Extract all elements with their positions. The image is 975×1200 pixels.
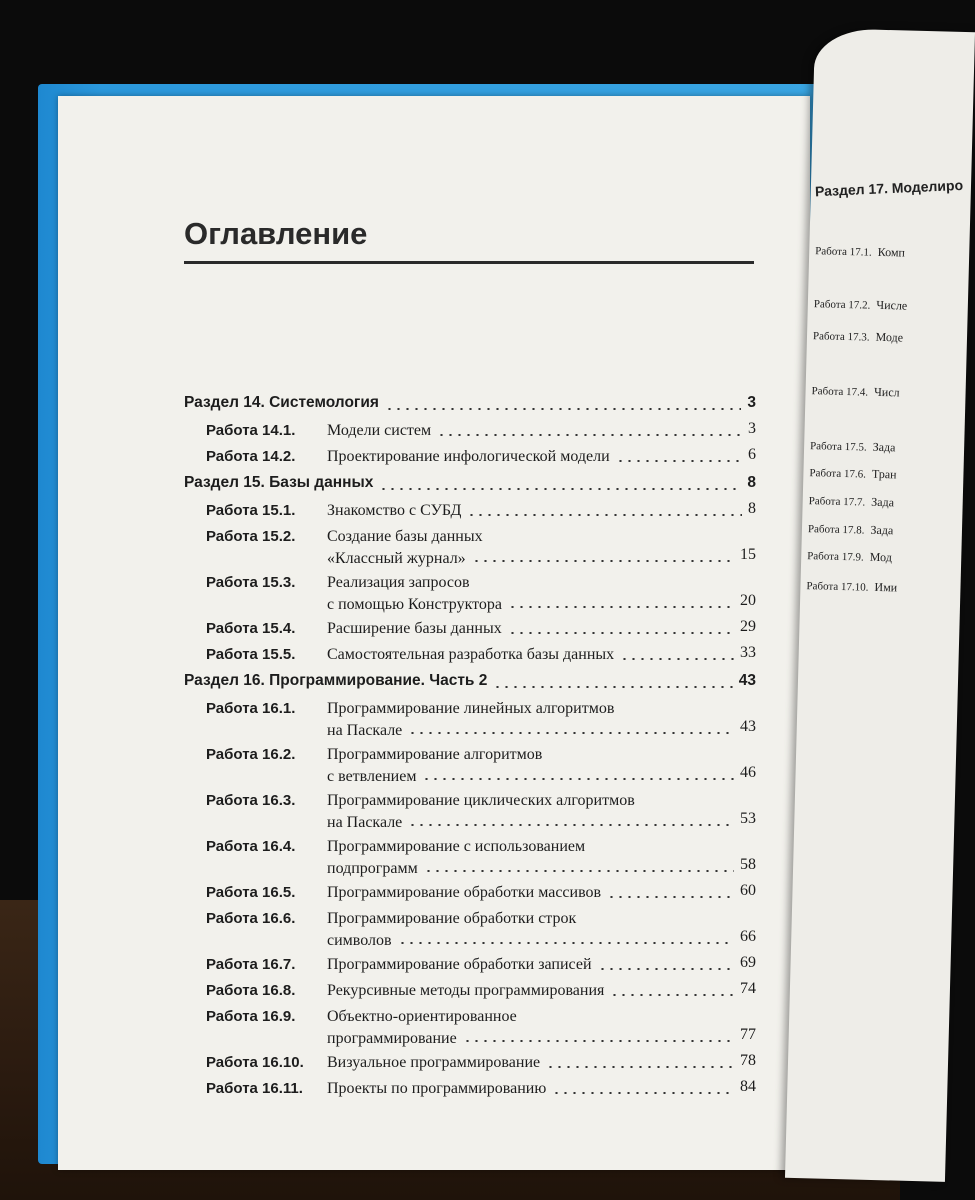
dot-leader (422, 778, 734, 780)
dot-leader (379, 488, 741, 490)
facing-page-entry-text: Моде (875, 329, 904, 345)
work-title-line: Проекты по программированию (327, 1080, 547, 1097)
dot-leader (437, 434, 742, 436)
toc-entry (184, 788, 756, 832)
work-title-line: Программирование циклических алгоритмов (327, 792, 635, 809)
page-number: 69 (740, 954, 756, 971)
facing-page-entry (809, 465, 897, 482)
facing-page-entry-label: Работа 17.3. (812, 330, 870, 344)
work-title (327, 1006, 727, 1050)
dot-leader (408, 824, 734, 826)
work-title (327, 618, 727, 640)
facing-page-entry-text: Комп (877, 244, 906, 260)
work-number: Работа 15.5. (206, 646, 296, 663)
page-number: 58 (740, 856, 756, 873)
page-number: 6 (748, 446, 756, 463)
page-number: 29 (740, 618, 756, 635)
facing-page-entry-label: Работа 17.1. (815, 245, 872, 259)
toc-section (184, 668, 756, 694)
work-title (327, 954, 727, 976)
page-number: 15 (740, 546, 756, 563)
section-title: Раздел 14. Системология (184, 394, 379, 411)
page-number: 60 (740, 882, 756, 899)
work-title-line: Модели систем (327, 422, 432, 439)
toc-list (184, 390, 756, 1102)
page-number: 20 (740, 592, 756, 609)
work-number: Работа 14.1. (206, 422, 296, 439)
facing-page-entry (809, 493, 895, 510)
facing-page-entry (810, 438, 896, 455)
work-title-line: Проектирование инфологической модели (327, 448, 610, 465)
toc-section (184, 390, 756, 416)
facing-page-entry-label: Работа 17.8. (807, 523, 865, 537)
toc-entry (184, 642, 756, 666)
work-title-line: на Паскале (327, 722, 403, 739)
toc-entry (184, 616, 756, 640)
facing-page-entry-text: Ими (874, 579, 898, 595)
page-number: 3 (747, 394, 756, 411)
facing-page-entry-text: Числе (876, 297, 908, 313)
facing-page-entry-label: Работа 17.7. (808, 495, 866, 509)
work-title-line: Программирование с использованием (327, 838, 586, 855)
page-number: 77 (740, 1026, 756, 1043)
facing-page-entry-text: Тран (871, 466, 897, 482)
facing-page-entry-text: Мод (869, 549, 893, 565)
page-number: 8 (747, 474, 756, 491)
work-number: Работа 16.3. (206, 792, 296, 809)
facing-page-entry (808, 521, 894, 538)
facing-page-entry-text: Зада (870, 522, 894, 538)
toc-entry (184, 742, 756, 786)
toc-entry (184, 1050, 756, 1074)
work-title-line: Программирование обработки строк (327, 910, 577, 927)
facing-page (785, 28, 975, 1182)
toc-entry (184, 880, 756, 904)
facing-page-heading: Раздел 17. Моделиро (814, 176, 964, 200)
dot-leader (607, 896, 734, 898)
page-number: 74 (740, 980, 756, 997)
work-title-line: Реализация запросов (327, 574, 470, 591)
work-title (327, 1052, 727, 1074)
toc-entry (184, 498, 756, 522)
dot-leader (552, 1092, 734, 1094)
work-title (327, 526, 727, 570)
facing-page-entry (806, 578, 897, 595)
work-title-line: Самостоятельная разработка базы данных (327, 646, 615, 663)
work-number: Работа 16.5. (206, 884, 296, 901)
work-number: Работа 16.9. (206, 1008, 296, 1025)
toc-entry (184, 1076, 756, 1100)
section-title: Раздел 16. Программирование. Часть 2 (184, 672, 488, 689)
work-number: Работа 16.11. (206, 1080, 303, 1097)
work-number: Работа 16.10. (206, 1054, 304, 1071)
page-number: 43 (740, 718, 756, 735)
work-title-line: подпрограмм (327, 860, 418, 877)
page-number: 78 (740, 1052, 756, 1069)
work-title-line: Знакомство с СУБД (327, 502, 462, 519)
work-title-line: с ветвлением (327, 768, 417, 785)
work-title (327, 836, 727, 880)
toc-entry (184, 524, 756, 568)
work-title (327, 500, 727, 522)
work-title-line: Программирование обработки массивов (327, 884, 602, 901)
dot-leader (616, 460, 742, 462)
toc-entry (184, 444, 756, 468)
toc-entry (184, 1004, 756, 1048)
work-title (327, 644, 727, 666)
work-number: Работа 16.1. (206, 700, 296, 717)
facing-page-entry (815, 243, 905, 260)
facing-page-entry-label: Работа 17.6. (809, 467, 867, 481)
facing-page-entry (811, 383, 899, 400)
work-title-line: программирование (327, 1030, 457, 1047)
facing-page-entry-label: Работа 17.4. (811, 385, 869, 399)
work-title-line: Рекурсивные методы программирования (327, 982, 605, 999)
dot-leader (508, 606, 734, 608)
dot-leader (493, 686, 732, 688)
work-number: Работа 16.4. (206, 838, 296, 855)
book-page (58, 96, 810, 1170)
work-title-line: символов (327, 932, 392, 949)
work-title-line: Программирование линейных алгоритмов (327, 700, 615, 717)
dot-leader (546, 1066, 734, 1068)
facing-page-entry-label: Работа 17.10. (806, 580, 869, 594)
facing-page-entry-text: Числ (873, 384, 900, 400)
facing-page-entry (813, 328, 903, 345)
work-title (327, 572, 727, 616)
facing-page-entry-label: Работа 17.2. (813, 298, 871, 312)
toc-entry (184, 978, 756, 1002)
facing-page-entry-text: Зада (871, 494, 895, 510)
page-number: 46 (740, 764, 756, 781)
dot-leader (472, 560, 734, 562)
facing-page-entry-text: Зада (872, 439, 896, 455)
page-number: 33 (740, 644, 756, 661)
work-number: Работа 14.2. (206, 448, 296, 465)
page-number: 84 (740, 1078, 756, 1095)
page-number: 3 (748, 420, 756, 437)
work-number: Работа 15.4. (206, 620, 296, 637)
dot-leader (424, 870, 734, 872)
heading-underline (184, 261, 754, 264)
work-title (327, 744, 727, 788)
work-title-line: Программирование обработки записей (327, 956, 592, 973)
toc-entry (184, 418, 756, 442)
section-title: Раздел 15. Базы данных (184, 474, 374, 491)
work-title-line: Объектно-ориентированное (327, 1008, 517, 1025)
facing-page-entry-label: Работа 17.9. (807, 550, 864, 564)
dot-leader (598, 968, 735, 970)
toc-entry (184, 696, 756, 740)
toc-entry (184, 906, 756, 950)
page-number: 53 (740, 810, 756, 827)
work-number: Работа 16.2. (206, 746, 296, 763)
work-title (327, 980, 727, 1002)
work-title-line: Программирование алгоритмов (327, 746, 543, 763)
work-title-line: Создание базы данных (327, 528, 483, 545)
work-number: Работа 15.2. (206, 528, 296, 545)
page-number: 66 (740, 928, 756, 945)
dot-leader (463, 1040, 734, 1042)
dot-leader (610, 994, 734, 996)
facing-page-entry-label: Работа 17.5. (809, 440, 867, 454)
work-title (327, 908, 727, 952)
page-number: 8 (748, 500, 756, 517)
dot-leader (408, 732, 734, 734)
work-title-line: Расширение базы данных (327, 620, 502, 637)
work-title (327, 882, 727, 904)
dot-leader (508, 632, 734, 634)
facing-page-entry (807, 548, 892, 565)
page-number: 43 (738, 672, 756, 689)
work-title-line: Визуальное программирование (327, 1054, 541, 1071)
toc-entry (184, 952, 756, 976)
dot-leader (620, 658, 734, 660)
work-title (327, 698, 727, 742)
toc-entry (184, 570, 756, 614)
work-number: Работа 15.1. (206, 502, 296, 519)
work-title-line: «Классный журнал» (327, 550, 466, 567)
toc-section (184, 470, 756, 496)
page-title: Оглавление (184, 216, 368, 251)
dot-leader (398, 942, 734, 944)
work-number: Работа 16.7. (206, 956, 296, 973)
work-title-line: с помощью Конструктора (327, 596, 503, 613)
work-title (327, 446, 727, 468)
work-number: Работа 16.8. (206, 982, 296, 999)
work-title (327, 420, 727, 442)
work-title (327, 1078, 727, 1100)
toc-entry (184, 834, 756, 878)
work-title-line: на Паскале (327, 814, 403, 831)
dot-leader (467, 514, 742, 516)
facing-page-entry (814, 296, 908, 313)
dot-leader (385, 408, 741, 410)
work-number: Работа 15.3. (206, 574, 296, 591)
work-number: Работа 16.6. (206, 910, 296, 927)
work-title (327, 790, 727, 834)
